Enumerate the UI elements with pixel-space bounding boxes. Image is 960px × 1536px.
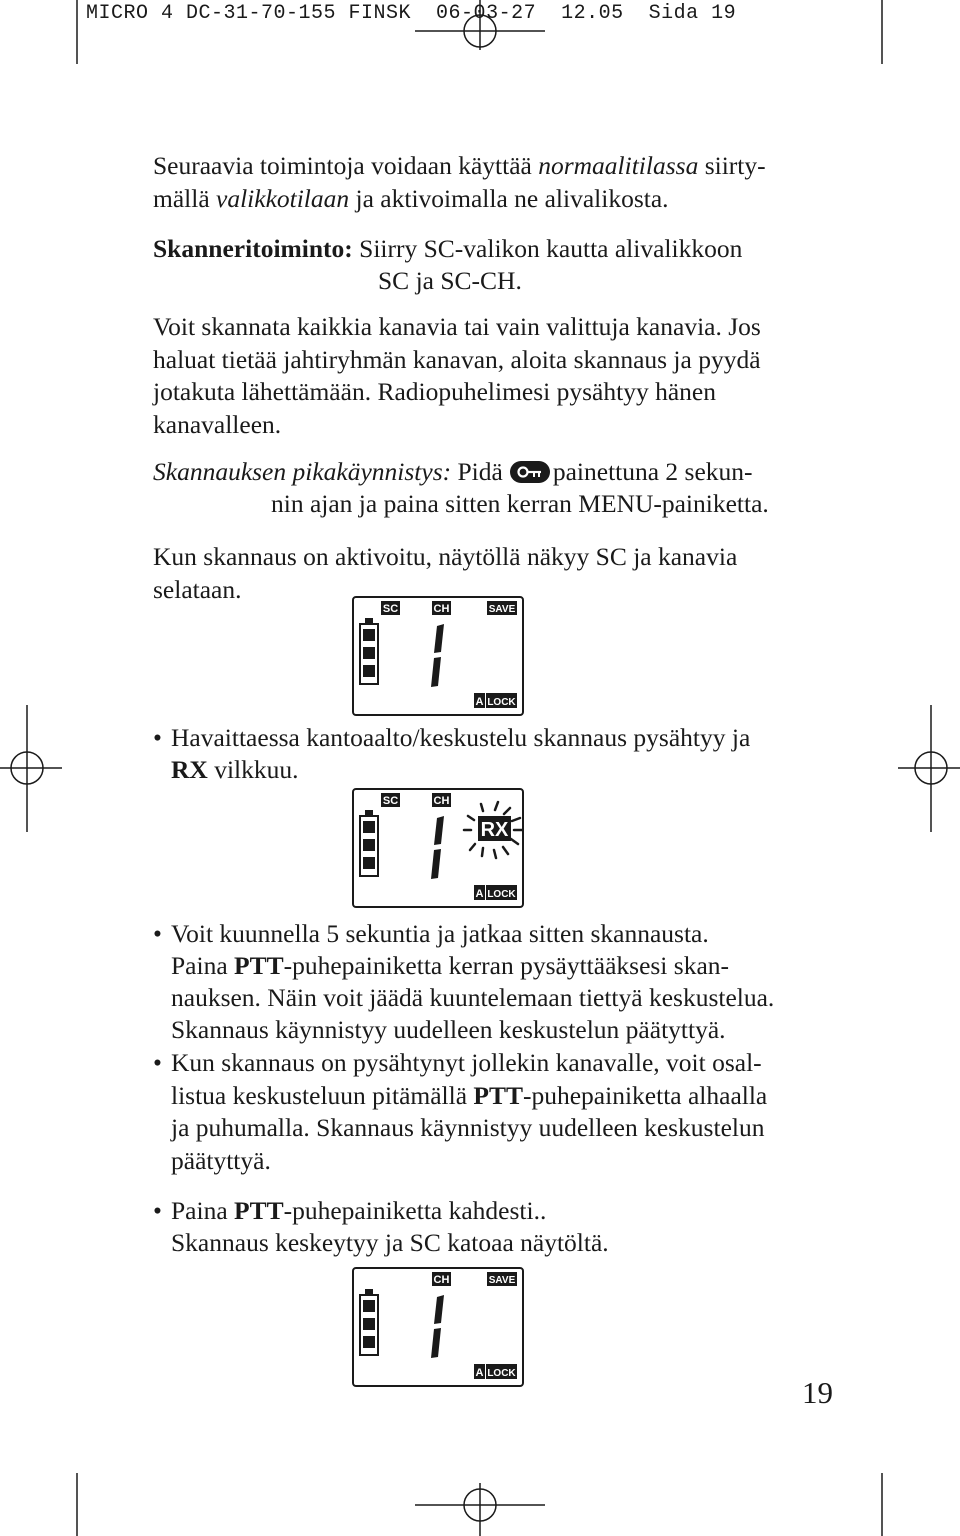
bullet-3-line-2 — [171, 1080, 821, 1113]
bullet-1-text-2: vilkkuu. — [207, 755, 299, 784]
bullet-3-bold: PTT — [473, 1081, 523, 1110]
bullet-3-line-4: päätyttyä. — [171, 1146, 271, 1175]
lcd-display-stopped — [352, 1267, 524, 1387]
intro-italic-2: valikkotilaan — [216, 183, 350, 213]
bullet-2-marker: • — [153, 919, 162, 948]
page-number: 19 — [802, 1375, 833, 1410]
quickstart-line-2: nin ajan ja paina sitten kerran MENU-painiketta. — [271, 489, 769, 518]
scanner-line-1: Siirry SC-valikon kautta alivalikkoon — [352, 234, 743, 263]
bullet-4-bold: PTT — [234, 1196, 284, 1225]
lcd-ch-label: CH — [433, 603, 450, 615]
bullet-1-line-2 — [171, 754, 821, 787]
bullet-1-bold: RX — [171, 755, 208, 784]
bullet-2-line-4: Skannaus käynnistyy uudelleen keskustelun päätyttyä. — [171, 1015, 726, 1044]
bullet-2-line-3: nauksen. Näin voit jäädä kuuntelemaan tiettyä keskustelua. — [171, 983, 775, 1012]
bullet-4-pre-bold: Paina — [171, 1196, 235, 1225]
lcd-a-label: A — [475, 888, 484, 900]
bullet-1-marker: • — [153, 723, 162, 752]
quickstart-text-1: Pidä — [451, 457, 503, 486]
lcd-sc-label: SC — [382, 603, 399, 615]
lcd-display-scan — [352, 596, 524, 716]
rx-label: RX — [480, 819, 509, 841]
print-slug: MICRO 4 DC-31-70-155 FINSK 06-03-27 12.05 Sida 19 — [86, 2, 737, 25]
bullet-3-post-bold: -puhepainiketta alhaalla — [523, 1081, 768, 1110]
bullet-2-line-1: Voit kuunnella 5 sekuntia ja jatkaa sitten skannausta. — [171, 919, 709, 948]
quickstart-text-2: painettuna 2 sekun- — [552, 457, 753, 486]
bullet-3-marker: • — [153, 1048, 162, 1077]
lcd-save-label: SAVE — [488, 1275, 516, 1286]
lcd-a-label: A — [475, 696, 484, 708]
bullet-1-line-1: Havaittaessa kantoaalto/keskustelu skannaus pysähtyy ja — [171, 723, 751, 752]
quickstart-paragraph — [153, 456, 823, 489]
intro-text-3: ja aktivoimalla ne alivalikosta. — [349, 183, 669, 213]
bullet-3-line-1: Kun skannaus on pysähtynyt jollekin kanavalle, voit osal- — [171, 1048, 762, 1077]
bullet-4-post-bold: -puhepainiketta kahdesti.. — [283, 1196, 547, 1225]
scan-paragraph: Voit skannata kaikkia kanavia tai vain valittuja kanavia. Jos haluat tietää jahtiryhmän kanavan, aloita skannaus ja pyydä jotakuta lähettämään. Radiopuhelimesi pysähtyy hänen kanavalleen. — [153, 312, 761, 439]
bullet-2-pre-bold: Paina — [171, 951, 235, 980]
bullet-3-pre-bold: listua keskusteluun pitämällä — [171, 1081, 474, 1110]
intro-paragraph — [153, 150, 823, 215]
intro-text-1: Seuraavia toimintoja voidaan käyttää — [153, 151, 539, 180]
lcd-sc-label: SC — [382, 795, 399, 807]
bullet-3-line-3: ja puhumalla. Skannaus käynnistyy uudelleen keskustelun — [171, 1113, 765, 1142]
bullet-2-post-bold: -puhepainiketta kerran pysäyttääksesi skan- — [283, 951, 730, 980]
scanner-label: Skanneritoiminto: — [153, 234, 353, 263]
quickstart-label: Skannauksen pikakäynnistys: — [153, 457, 452, 486]
key-button-icon — [509, 460, 551, 484]
lcd-lock-label: LOCK — [487, 1368, 516, 1379]
bullet-2-line-2 — [171, 950, 821, 983]
bullet-4-marker: • — [153, 1196, 162, 1225]
bullet-4-line-1 — [171, 1195, 821, 1228]
lcd-ch-label: CH — [433, 795, 450, 807]
scanner-paragraph — [153, 233, 823, 266]
intro-italic-1: normaalitilassa — [538, 151, 699, 180]
bullet-2-bold: PTT — [234, 951, 284, 980]
bullet-4-line-2: Skannaus keskeytyy ja SC katoaa näytöltä. — [171, 1228, 609, 1257]
lcd-ch-label: CH — [433, 1274, 450, 1286]
lcd-lock-label: LOCK — [487, 697, 516, 708]
lcd-a-label: A — [475, 1367, 484, 1379]
scan-active-paragraph: Kun skannaus on aktivoitu, näytöllä näkyy SC ja kanavia selataan. — [153, 542, 738, 604]
lcd-display-rx — [352, 788, 527, 908]
lcd-save-label: SAVE — [488, 604, 516, 615]
intro-text-2: siirty- mällä — [153, 151, 766, 213]
scanner-line-2: SC ja SC-CH. — [378, 266, 522, 295]
lcd-lock-label: LOCK — [487, 889, 516, 900]
